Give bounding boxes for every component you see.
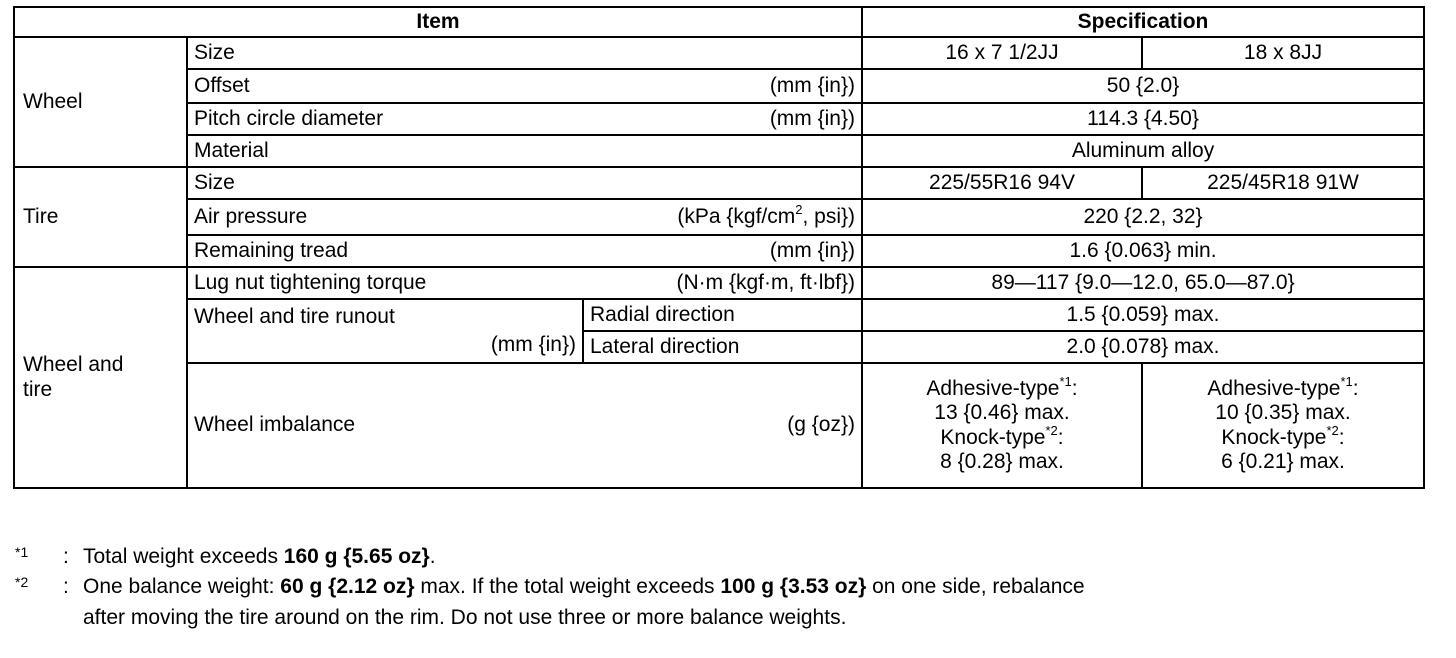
tread-label: Remaining tread [194, 238, 349, 262]
table-row [14, 103, 1424, 135]
table-row [14, 299, 1424, 331]
air-pressure-label: Air pressure [194, 204, 308, 228]
pcd-label: Pitch circle diameter [194, 106, 384, 130]
lug-unit: (N·m {kgf·m, ft·lbf}) [676, 270, 855, 294]
pcd-cell [187, 103, 862, 135]
footnote-2: $^{*2}$ : One balance weight: 60 g {2.12 oz} max. If the total weight exceeds 100 g {3.53 oz} on one side, rebalance after moving the tire around on the rim. Do not use three or more balance weights. [13, 572, 1433, 633]
lug-value: 89—117 {9.0—12.0, 65.0—87.0} [862, 267, 1424, 299]
wheel-size-label: Size [187, 37, 862, 69]
lateral-value: 2.0 {0.078} max. [862, 331, 1424, 363]
air-pressure-cell [187, 199, 862, 235]
table-row [14, 167, 1424, 199]
imbalance-18: Adhesive-type$^{*1}$: 10 {0.35} max. Knock-type$^{*2}$: 6 {0.21} max. [1142, 363, 1424, 488]
imbalance-label: Wheel imbalance [194, 413, 356, 437]
table-row [14, 69, 1424, 103]
footnote-1: $^{*1}$ : Total weight exceeds 160 g {5.65 oz}. [13, 542, 1433, 572]
lug-cell [187, 267, 862, 299]
table-row [14, 199, 1424, 235]
tire-size-label: Size [187, 167, 862, 199]
wheel-size-18: 18 x 8JJ [1142, 37, 1424, 69]
imbalance-16: Adhesive-type$^{*1}$: 13 {0.46} max. Knock-type$^{*2}$: 8 {0.28} max. [862, 363, 1142, 488]
group-wheel-and-tire: Wheel and tire [14, 267, 187, 488]
pcd-unit: (mm {in}) [769, 106, 855, 130]
radial-label: Radial direction [583, 299, 862, 331]
item-header: Item [14, 7, 862, 37]
runout-unit: (mm {in}) [490, 333, 576, 356]
group-wheel: Wheel [14, 37, 187, 167]
offset-unit: (mm {in}) [769, 73, 855, 97]
imbalance-unit: (g {oz}) [787, 413, 855, 437]
material-value: Aluminum alloy [862, 135, 1424, 167]
wheel-size-16: 16 x 7 1/2JJ [862, 37, 1142, 69]
offset-label: Offset [194, 73, 250, 97]
table-row [14, 37, 1424, 69]
runout-label: Wheel and tire runout [194, 304, 395, 328]
lateral-label: Lateral direction [583, 331, 862, 363]
tread-unit: (mm {in}) [769, 238, 855, 262]
spec-table [13, 6, 1425, 489]
pcd-value: 114.3 {4.50} [862, 103, 1424, 135]
table-row [14, 235, 1424, 267]
tire-size-16: 225/55R16 94V [862, 167, 1142, 199]
footnote-text: One balance weight: 60 g {2.12 oz} max. If the total weight exceeds 100 g {3.53 oz} on one side, rebalance after moving the tire around on the rim. Do not use three or more balance weights. [83, 575, 1085, 629]
footnote-text: Total weight exceeds 160 g {5.65 oz}. [83, 545, 436, 568]
tire-size-18: 225/45R18 91W [1142, 167, 1424, 199]
header-row [14, 7, 1424, 37]
footnote-marker: *1 [15, 544, 29, 560]
air-pressure-unit: (kPa {$kgf/cm^2$, psi}) [677, 201, 855, 228]
offset-value: 50 {2.0} [862, 69, 1424, 103]
radial-value: 1.5 {0.059} max. [862, 299, 1424, 331]
group-tire: Tire [14, 167, 187, 267]
tread-value: 1.6 {0.063} min. [862, 235, 1424, 267]
lug-label: Lug nut tightening torque [194, 270, 427, 294]
material-label: Material [187, 135, 862, 167]
table-row [14, 135, 1424, 167]
air-pressure-value: 220 {2.2, 32} [862, 199, 1424, 235]
specification-header: Specification [862, 7, 1424, 37]
footnotes [13, 542, 1433, 633]
tread-cell [187, 235, 862, 267]
table-row [14, 267, 1424, 299]
footnote-marker: *2 [15, 574, 29, 591]
offset-cell [187, 69, 862, 103]
imbalance-cell [187, 363, 862, 488]
runout-cell [187, 299, 583, 363]
table-row [14, 363, 1424, 488]
